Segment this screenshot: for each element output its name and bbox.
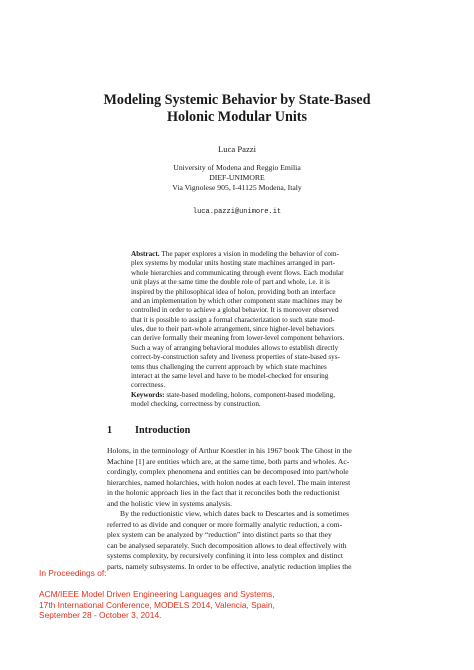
proceedings-line: September 28 - October 3, 2014. [39, 609, 162, 620]
abstract-line: whole hierarchies and communicating through event flows. Each modular [131, 268, 344, 277]
abstract [131, 250, 373, 391]
abstract-line: ules, due to their part-whole arrangement, since higher-level behaviors [131, 325, 335, 333]
body-line: in the holonic approach lies in the fact that it reconciles both the reductionist [107, 488, 340, 497]
proceedings-label: In Proceedings of: [39, 568, 107, 578]
abstract-line: and an implementation by which other component state machines may be [131, 296, 343, 305]
body-text [107, 446, 419, 572]
abstract-line: interact at the same level and have to be model-checked for ensuring [131, 371, 329, 380]
abstract-line: inspired by the philosophical idea of holon, providing both an interface [131, 287, 336, 296]
abstract-line: tems thus challenging the current approach by which state machines [131, 362, 327, 371]
section-title: Introduction [135, 425, 191, 436]
title-line: Modeling Systemic Behavior by State-Based [103, 92, 371, 108]
section-heading [107, 425, 190, 436]
keywords [131, 391, 373, 410]
abstract-line: correct-by-construction safety and liveness properties of state-based sys- [131, 353, 340, 362]
abstract-line [131, 250, 373, 259]
abstract-line: plex systems by modular units hosting state machines arranged in part- [131, 259, 336, 268]
paper-title [60, 92, 414, 126]
keywords-label: Keywords: [131, 391, 165, 399]
body-line: hierarchies, named holarchies, with holon nodes at each level. The main interest [107, 477, 351, 487]
body-line: Holons, in the terminology of Arthur Koestler in his 1967 book The Ghost in the [107, 446, 352, 455]
abstract-line: unit plays at the same time the double role of part and whole, i.e. it is [131, 278, 330, 287]
proceedings-note [39, 568, 275, 620]
body-line: cordingly, complex phenomena and entities can be decomposed into part/whole [107, 467, 349, 476]
title-line: Holonic Modular Units [166, 109, 308, 125]
abstract-line: Such a way of arranging behavioral modules allows to establish directly [131, 343, 339, 352]
author-name: Luca Pazzi [218, 144, 256, 154]
abstract-line: can derive formally their meaning from lower-level component behaviors. [131, 334, 345, 343]
body-line: Machine [1] are entities which are, at the same time, both parts and wholes. Ac- [107, 456, 350, 466]
abstract-line: that it is possible to assign a formal characterization to such state mod- [131, 315, 335, 324]
affiliation-line: Via Vignolese 905, I-41125 Modena, Italy [172, 182, 302, 192]
body-line: and the holistic view in systems analysis. [107, 498, 233, 508]
body-line: referred to as divide and conquer or more formally analytic reduction, a com- [107, 519, 343, 529]
body-line: By the reductionistic view, which dates back to Descartes and is sometimes [120, 509, 349, 518]
author-email: luca.pazzi@unimore.it [192, 208, 282, 216]
abstract-line: controlled in order to achieve a global behavior. It is moreover observed [131, 306, 339, 315]
spacer [39, 578, 275, 589]
keywords-line [131, 391, 373, 400]
body-line: plex system can be analyzed by “reduction” into distinct parts so that they [107, 530, 332, 539]
author-affiliation [60, 163, 414, 192]
keywords-line: model checking, correctness by construction. [131, 400, 261, 409]
proceedings-line: 17th International Conference, MODELS 2014, Valencia, Spain, [39, 599, 275, 610]
section-number: 1 [107, 425, 113, 436]
affiliation-line: DIEF-UNIMORE [209, 172, 265, 182]
body-line: systems complexity, by recursively confining it into less complex and distinct [107, 551, 343, 560]
body-line: parts, namely subsystems. In order to be effective, analytic reduction implies the [107, 561, 352, 571]
abstract-label: Abstract. [131, 250, 160, 258]
body-line: can be analysed separately. Such decomposition allows to deal effectively with [107, 540, 347, 550]
abstract-text: The paper explores a vision in modeling the behavior of com- [161, 250, 339, 258]
keywords-text: state-based modeling, holons, component-based modeling, [166, 391, 336, 399]
abstract-line: correctness. [131, 381, 166, 390]
affiliation-line: University of Modena and Reggio Emilia [173, 163, 301, 172]
proceedings-line: ACM/IEEE Model Driven Engineering Languages and Systems, [39, 589, 275, 600]
